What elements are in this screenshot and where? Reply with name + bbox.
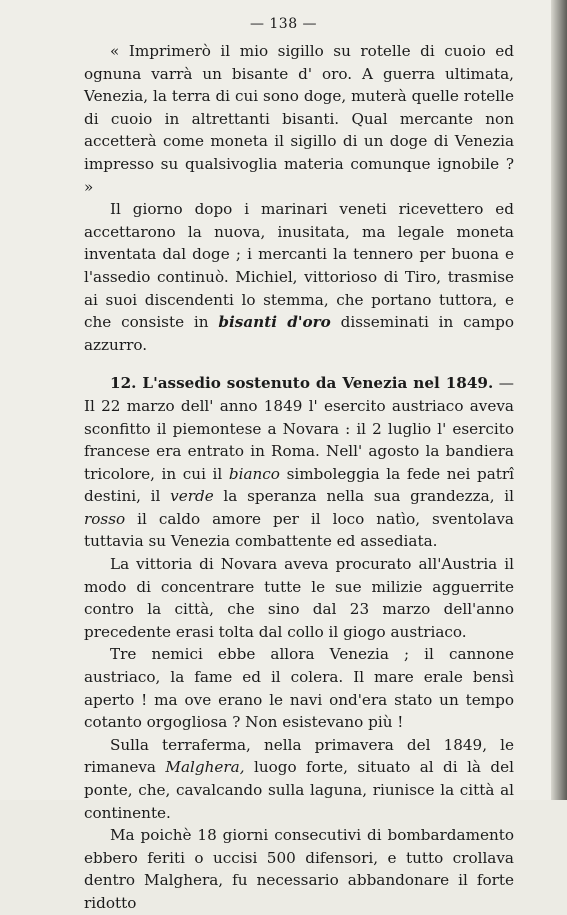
paragraph-text: il caldo amore per il loco natìo, sventolava tuttavia su Venezia combattente ed assediata. [84, 509, 514, 551]
emphasis-rosso: rosso [84, 509, 126, 528]
emphasis-bisanti: bisanti d'oro [218, 313, 331, 332]
paragraph-text: la speranza nella sua grandezza, il [213, 487, 514, 506]
paragraph-text: Il giorno dopo i marinari veneti ricevettero ed accettarono la nuova, inusitata, ma legale moneta inventata dal doge ; i mercanti la tennero per buona e l'assedio continuò. Michiel, vittorioso di Tiro, trasmise ai suoi discendenti lo stemma, che portano tuttora, e che consiste in [84, 200, 514, 332]
paragraph-text: disseminati in campo azzurro. [84, 313, 514, 354]
page-binding-shadow [551, 0, 567, 800]
paragraph-tre-nemici: Tre nemici ebbe allora Venezia ; il cannone austriaco, la fame ed il colera. Il mare erale bensì aperto ! ma ove erano le navi ond'era stato un tempo cotanto orgogliosa ? Non esistevano più ! [84, 645, 514, 732]
paragraph-bombardamento: Ma poichè 18 giorni consecutivi di bombardamento ebbero feriti o uccisi 500 difensori, e tutto crollava dentro Malghera, fu necessario abbandonare il forte ridotto [84, 826, 514, 912]
page-body [84, 40, 514, 915]
section-gap [84, 356, 514, 372]
section-heading: 12. L'assedio sostenuto da Venezia nel 1849. [110, 374, 494, 393]
paragraph-text: simboleggia la fede nei patrî destini, il [84, 464, 514, 506]
paragraph-bisanti [84, 198, 514, 356]
emphasis-verde: verde [170, 487, 214, 506]
paragraph-quote: « Imprimerò il mio sigillo su rotelle di cuoio ed ognuna varrà un bisante d' oro. A guerra ultimata, Venezia, la terra di cui sono doge, muterà quelle rotelle di cuoio in altrettanti bisanti. Qual mercante non accetterà come moneta il sigillo di un doge di Venezia impresso su qualsivoglia materia comunque ignobile ? » [84, 42, 514, 196]
paragraph-malghera [84, 734, 514, 824]
paragraph-section-12 [84, 372, 514, 553]
paragraph-text: Sulla terraferma, nella primavera del 1849, le rimaneva [84, 735, 514, 777]
paragraph-text: luogo forte, situato al di là del ponte, che, cavalcando sulla laguna, riunisce la città al continente. [84, 758, 514, 822]
heading-dash: — [493, 374, 514, 393]
emphasis-malghera: Malghera, [165, 758, 245, 777]
paragraph-novara: La vittoria di Novara aveva procurato all'Austria il modo di concentrare tutte le sue milizie agguerrite contro la città, che sino dal 23 marzo dell'anno precedente erasi tolta dal collo il giogo austriaco. [84, 555, 514, 641]
emphasis-bianco: bianco [228, 464, 280, 483]
page-number: — 138 — [249, 16, 318, 32]
paragraph-text: Il 22 marzo dell' anno 1849 l' esercito austriaco aveva sconfitto il piemontese a Novara : il 2 luglio l' esercito francese era entrato in Roma. Nell' agosto la bandiera tricolore, in cui il [84, 396, 514, 483]
